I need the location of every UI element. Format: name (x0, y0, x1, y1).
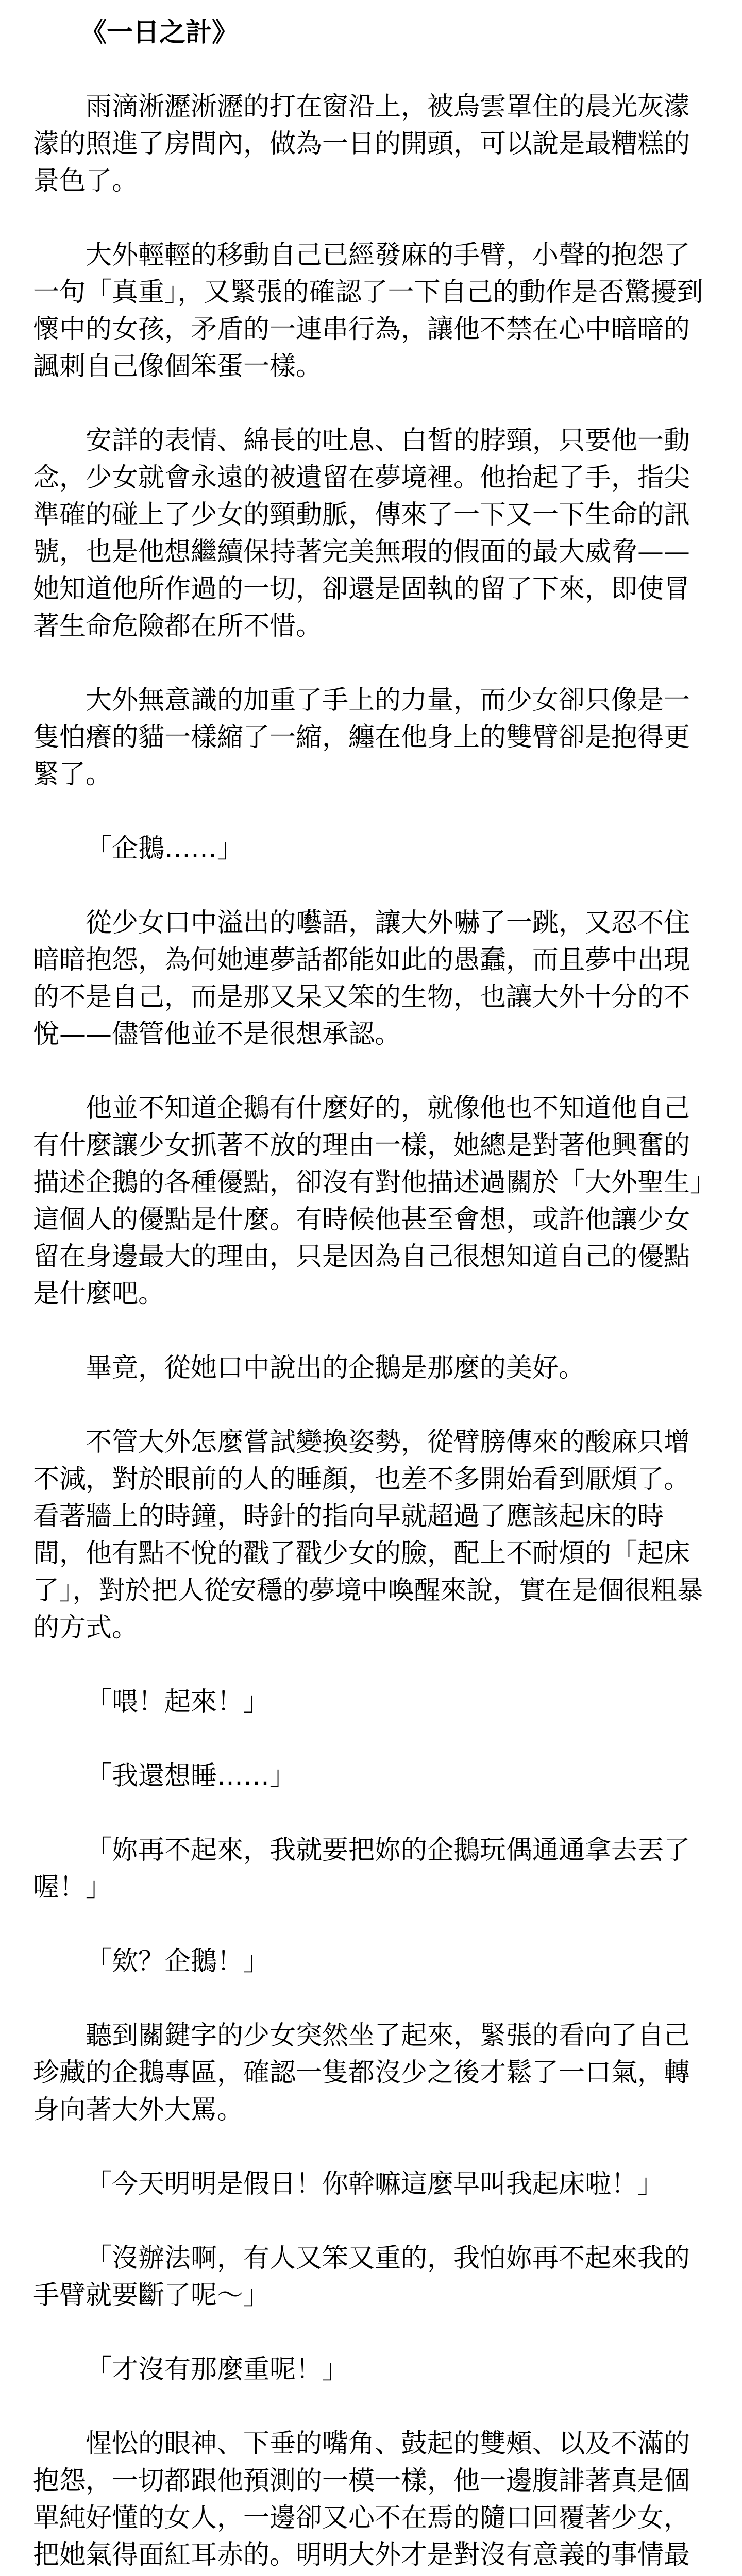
paragraph: 從少女口中溢出的囈語，讓大外嚇了一跳，又忍不住暗暗抱怨，為何她連夢話都能如此的愚蠢，而且夢中出現的不是自己，而是那又呆又笨的生物，也讓大外十分的不悅——儘管他並不是很想承認。 (33, 908, 690, 1049)
paragraph: 「企鵝……」 (86, 834, 244, 864)
paragraph: 大外無意識的加重了手上的力量，而少女卻只像是一隻怕癢的貓一樣縮了一縮，纏在他身上的雙臂卻是抱得更緊了。 (33, 685, 690, 790)
paragraph: 聽到關鍵字的少女突然坐了起來，緊張的看向了自己珍藏的企鵝專區，確認一隻都沒少之後才鬆了一口氣，轉身向著大外大罵。 (33, 2021, 690, 2125)
paragraph: 安詳的表情、綿長的吐息、白皙的脖頸，只要他一動念，少女就會永遠的被遺留在夢境裡。他抬起了手，指尖準確的碰上了少女的頸動脈，傳來了一下又一下生命的訊號，也是他想繼續保持著完美無瑕的假面的最大威脅——她知道他所作過的一切，卻還是固執的留了下來，即使冒著生命危險都在所不惜。 (33, 426, 690, 641)
paragraph: 「今天明明是假日！你幹嘛這麼早叫我起床啦！」 (86, 2169, 664, 2199)
paragraph: 不管大外怎麼嘗試變換姿勢，從臂膀傳來的酸麻只增不減，對於眼前的人的睡顏，也差不多開始看到厭煩了。看著牆上的時鐘，時針的指向早就超過了應該起床的時間，他有點不悅的戳了戳少女的臉，配上不耐煩的「起床了」，對於把人從安穩的夢境中喚醒來說，實在是個很粗暴的方式。 (33, 1427, 703, 1643)
paragraph: 大外輕輕的移動自己已經發麻的手臂，小聲的抱怨了一句「真重」，又緊張的確認了一下自己的動作是否驚擾到懷中的女孩，矛盾的一連串行為，讓他不禁在心中暗暗的諷刺自己像個笨蛋一樣。 (33, 240, 703, 382)
paragraph: 「妳再不起來，我就要把妳的企鵝玩偶通通拿去丟了喔！」 (33, 1835, 690, 1903)
paragraph: 「我還想睡……」 (86, 1761, 296, 1791)
paragraph: 「沒辦法啊，有人又笨又重的，我怕妳再不起來我的手臂就要斷了呢～」 (33, 2243, 690, 2311)
story-body (33, 89, 709, 2576)
paragraph: 惺忪的眼神、下垂的嘴角、鼓起的雙頰、以及不滿的抱怨，一切都跟他預測的一模一樣，他一邊腹誹著真是個單純好懂的女人，一邊卻又心不在焉的隨口回覆著少女，把她氣得面紅耳赤的。明明大外才是對沒有意義的事情最 (33, 2429, 690, 2570)
story-title: 《一日之計》 (80, 18, 239, 48)
paragraph: 「欸？企鵝！」 (86, 1946, 270, 1977)
paragraph: 畢竟，從她口中說出的企鵝是那麼的美好。 (86, 1353, 585, 1383)
paragraph: 雨滴淅瀝淅瀝的打在窗沿上，被烏雲罩住的晨光灰濛濛的照進了房間內，做為一日的開頭，可以說是最糟糕的景色了。 (33, 92, 690, 196)
paragraph: 「喂！起來！」 (86, 1687, 270, 1717)
paragraph: 「才沒有那麼重呢！」 (86, 2354, 349, 2385)
paragraph: 他並不知道企鵝有什麼好的，就像他也不知道他自己有什麼讓少女抓著不放的理由一樣，她總是對著他興奮的描述企鵝的各種優點，卻沒有對他描述過關於「大外聖生」這個人的優點是什麼。有時候他甚至會想，或許他讓少女留在身邊最大的理由，只是因為自己很想知道自己的優點是什麼吧。 (33, 1093, 703, 1309)
